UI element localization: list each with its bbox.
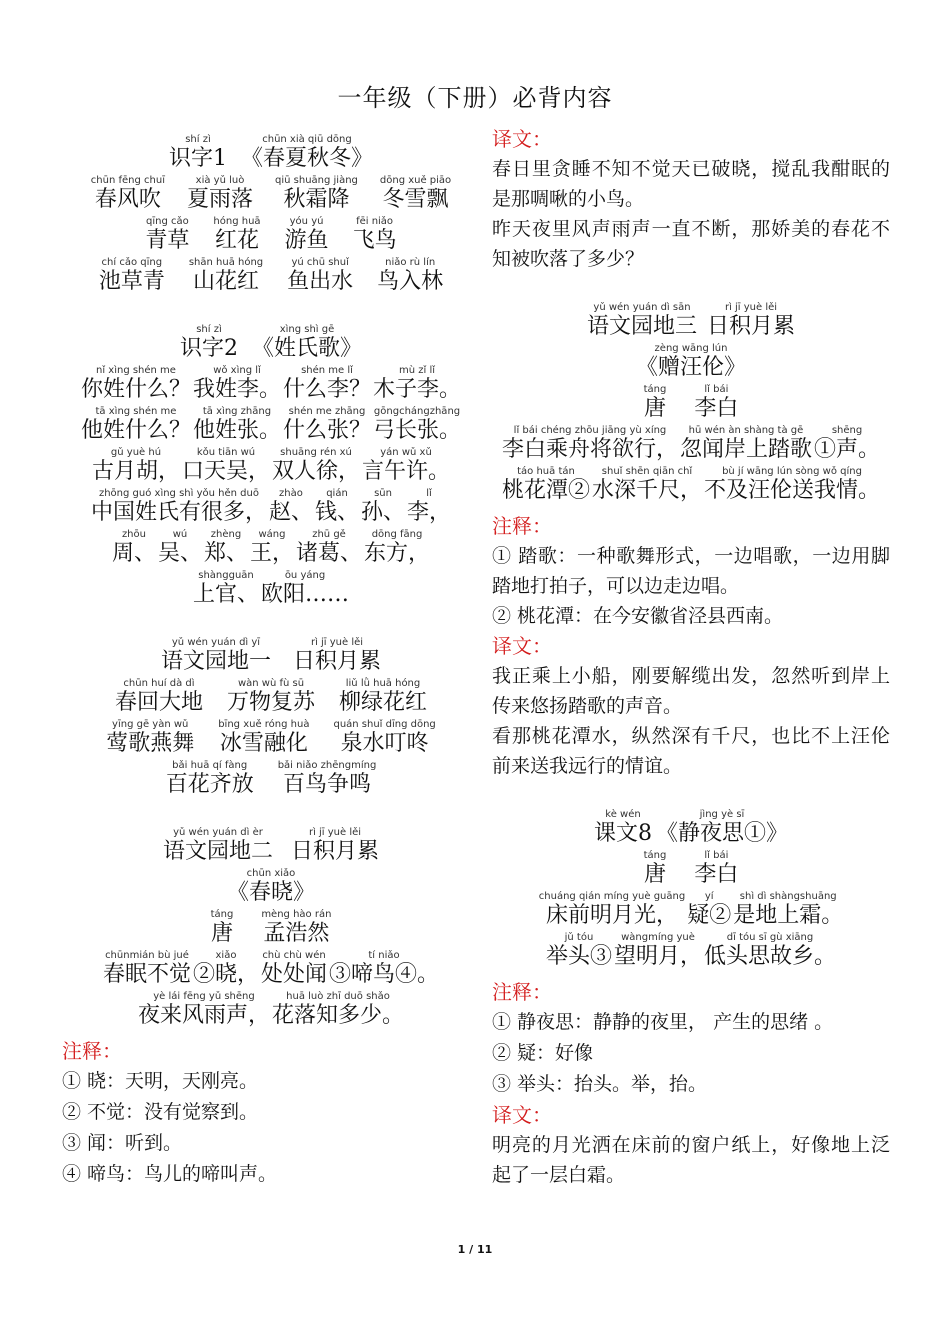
section-heading-yuandi2: yǔ wén yuán dì èr 语文园地二 rì jī yuè lěi 日积月累 xyxy=(162,827,380,864)
note-item: ③ 举头：抬头。举，抬。 xyxy=(492,1073,708,1095)
poem-line: jǔ tóu 举头③ wàngmíng yuè 望明月， dī tóu sī gù xiāng 低头思故乡。 xyxy=(545,932,837,969)
note-item: ① 踏歌：一种歌舞形式，一边唱歌，一边用脚踏地打拍子，可以边走边唱。 xyxy=(492,545,890,597)
translation-paragraph: 春日里贪睡不知不觉天已破晓，搅乱我酣眠的是那啁啾的小鸟。 xyxy=(492,158,890,210)
translation-label: 译文： xyxy=(492,634,552,658)
poem-author: táng 唐 lǐ bái 李白 xyxy=(643,384,739,421)
note-item: ② 桃花潭：在今安徽省泾县西南。 xyxy=(492,605,784,627)
page-title: 一年级（下册）必背内容 xyxy=(337,84,613,112)
translation-label: 译文： xyxy=(492,127,552,151)
poem-line: chuáng qián míng yuè guāng 床前明月光， yí 疑② shì dì shàngshuāng 是地上霜。 xyxy=(538,891,844,928)
poem-line: lǐ bái chéng zhōu jiāng yù xíng 李白乘舟将欲行， hū wén àn shàng tà gē 忽闻岸上踏歌 shēng ①声。 xyxy=(501,425,881,462)
text-row: tā xìng shén me 他姓什么？ tā xìng zhāng 他姓张。 shén me zhāng 什么张？ gōngchángzhāng 弓长张。 xyxy=(80,406,462,443)
text-row: shàngguān 上官、 ōu yáng 欧阳…… xyxy=(192,570,350,607)
right-column xyxy=(492,124,890,1190)
section-heading-shizi2: shí zì 识字2 xìng shì gē 《姓氏歌》 xyxy=(179,324,362,361)
text-row: nǐ xìng shén me 你姓什么？ wǒ xìng lǐ 我姓李。 shén me lǐ 什么李？ mù zǐ lǐ 木子李。 xyxy=(80,365,462,402)
poem-title: chūn xiǎo 《春晓》 xyxy=(226,868,315,905)
text-row: qīng cǎo 青草 hóng huā 红花 yóu yú 游鱼 fēi niǎo 飞鸟 xyxy=(145,216,397,253)
translation-paragraph: 昨天夜里风声雨声一直不断，那娇美的春花不知被吹落了多少？ xyxy=(492,218,890,270)
note-item: ③ 闻：听到。 xyxy=(62,1132,183,1154)
poem-author: táng 唐 lǐ bái 李白 xyxy=(643,850,739,887)
poem-line: táo huā tán 桃花潭② shuǐ shēn qiān chǐ 水深千尺， bù jí wāng lún sòng wǒ qíng 不及汪伦送我情。 xyxy=(501,466,881,503)
poem-title: zèng wāng lún 《赠汪伦》 xyxy=(635,343,746,380)
poem-author: táng 唐 mèng hào rán 孟浩然 xyxy=(210,909,332,946)
text-row: yīng gē yàn wǔ 莺歌燕舞 bīng xuě róng huà 冰雪融化 quán shuǐ dīng dōng 泉水叮咚 xyxy=(106,719,436,756)
translation-label: 译文： xyxy=(492,1103,552,1127)
page-number: 1 / 11 xyxy=(457,1243,493,1256)
section-heading-yuandi1: yǔ wén yuán dì yī 语文园地一 rì jī yuè lěi 日积月累 xyxy=(160,637,382,674)
note-item: ② 疑：好像 xyxy=(492,1042,594,1064)
section-heading-kewen8: kè wén 课文8 jìng yè sī 《静夜思①》 xyxy=(593,809,788,846)
text-row: zhōu 周、 wú 吴、 zhèng 郑、 wáng 王， zhū gě 诸葛、 dōng fāng 东方， xyxy=(111,529,431,566)
poem-line: chūnmián bù jué 春眠不觉 xiǎo ②晓， chù chù wén 处处闻 tí niǎo ③啼鸟④。 xyxy=(102,950,440,987)
note-item: ① 静夜思：静静的夜里， 产生的思绪 。 xyxy=(492,1011,834,1033)
text-row: chí cǎo qīng 池草青 shān huā hóng 山花红 yú chū shuǐ 鱼出水 niǎo rù lín 鸟入林 xyxy=(98,257,444,294)
notes-label: 注释： xyxy=(62,1039,122,1063)
text-row: zhōng guó xìng shì yǒu hěn duō 中国姓氏有很多， zhào 赵、 qián 钱、 sūn 孙、 lǐ 李， xyxy=(90,488,452,525)
text-row: chūn huí dà dì 春回大地 wàn wù fù sū 万物复苏 liǔ lǜ huā hóng 柳绿花红 xyxy=(114,678,428,715)
text-row: bǎi huā qí fàng 百花齐放 bǎi niǎo zhēngmíng 百鸟争鸣 xyxy=(165,760,377,797)
translation-paragraph: 明亮的月光洒在床前的窗户纸上，好像地上泛起了一层白霜。 xyxy=(492,1134,890,1186)
translation-paragraph: 看那桃花潭水，纵然深有千尺，也比不上汪伦前来送我远行的情谊。 xyxy=(492,725,890,777)
section-heading-yuandi3: yǔ wén yuán dì sān 语文园地三 rì jī yuè lěi 日积月累 xyxy=(586,302,796,339)
notes-label: 注释： xyxy=(492,514,552,538)
poem-line: yè lái fēng yǔ shēng 夜来风雨声， huā luò zhī duō shǎo 花落知多少。 xyxy=(137,991,405,1028)
text-row: gǔ yuè hú 古月胡， kǒu tiān wú 口天吴， shuāng rén xú 双人徐， yán wǔ xǔ 言午许。 xyxy=(91,447,451,484)
section-heading-shizi1: shí zì 识字1 chūn xià qiū dōng 《春夏秋冬》 xyxy=(168,134,373,171)
left-column xyxy=(62,124,480,1190)
note-item: ④ 啼鸟：鸟儿的啼叫声。 xyxy=(62,1163,278,1185)
notes-label: 注释： xyxy=(492,980,552,1004)
note-item: ② 不觉：没有觉察到。 xyxy=(62,1101,259,1123)
translation-paragraph: 我正乘上小船，刚要解缆出发，忽然听到岸上传来悠扬踏歌的声音。 xyxy=(492,665,890,717)
note-item: ① 晓：天明，天刚亮。 xyxy=(62,1070,259,1092)
text-row: chūn fēng chuī 春风吹 xià yǔ luò 夏雨落 qiū shuāng jiàng 秋霜降 dōng xuě piāo 冬雪飘 xyxy=(90,175,452,212)
